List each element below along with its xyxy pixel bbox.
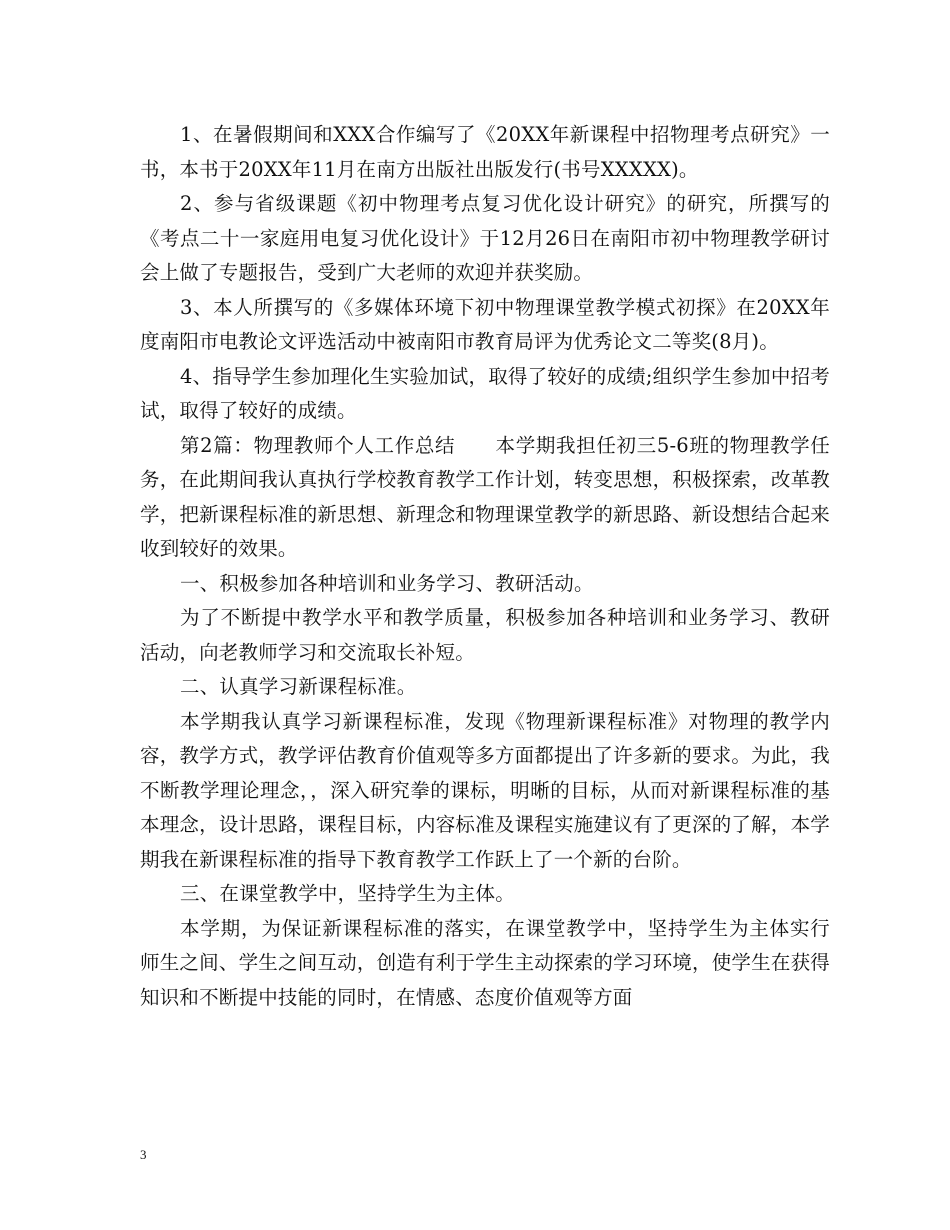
paragraph-5: 第2篇：物理教师个人工作总结 本学期我担任初三5-6班的物理教学任务，在此期间我认真执行学校教育教学工作计划，转变思想，积极探索，改革教学，把新课程标准的新思想、新理念和物理课堂教学的新思路、新设想结合起来收到较好的效果。 bbox=[140, 433, 830, 560]
paragraph-7: 本学期我认真学习新课程标准，发现《物理新课程标准》对物理的教学内容，教学方式，教学评估教育价值观等多方面都提出了许多新的要求。为此，我不断教学理论理念，，深入研究拳的课标，明晰的目标，从而对新课程标准的基本理念，设计思路，课程目标，内容标准及课程实施建议有了更深的了解，本学期我在新课程标准的指导下教育教学工作跃上了一个新的台阶。 bbox=[140, 709, 830, 871]
paragraph-4: 4、指导学生参加理化生实验加试，取得了较好的成绩;组织学生参加中招考试，取得了较好的成绩。 bbox=[140, 364, 830, 422]
paragraph-3: 3、本人所撰写的《多媒体环境下初中物理课堂教学模式初探》在20XX年度南阳市电教论文评选活动中被南阳市教育局评为优秀论文二等奖(8月)。 bbox=[140, 295, 830, 353]
section-heading-2: 二、认真学习新课程标准。 bbox=[180, 675, 417, 698]
page-number: 3 bbox=[140, 1147, 147, 1162]
document-body bbox=[140, 118, 830, 1015]
section-heading-1: 一、积极参加各种培训和业务学习、教研活动。 bbox=[180, 571, 594, 595]
section-heading-3: 三、在课堂教学中，坚持学生为主体。 bbox=[180, 882, 515, 905]
paragraph-1: 1、在暑假期间和XXX合作编写了《20XX年新课程中招物理考点研究》一书，本书于20XX年11月在南方出版社出版发行(书号XXXXX)。 bbox=[140, 123, 830, 181]
paragraph-6: 为了不断提中教学水平和教学质量，积极参加各种培训和业务学习、教研活动，向老教师学习和交流取长补短。 bbox=[140, 606, 830, 664]
paragraph-2: 2、参与省级课题《初中物理考点复习优化设计研究》的研究，所撰写的《考点二十一家庭用电复习优化设计》于12月26日在南阳市初中物理教学研讨会上做了专题报告，受到广大老师的欢迎并获奖励。 bbox=[140, 192, 830, 284]
paragraph-8: 本学期，为保证新课程标准的落实，在课堂教学中，坚持学生为主体实行师生之间、学生之间互动，创造有利于学生主动探索的学习环境，使学生在获得知识和不断提中技能的同时，在情感、态度价值观等方面 bbox=[140, 916, 830, 1009]
